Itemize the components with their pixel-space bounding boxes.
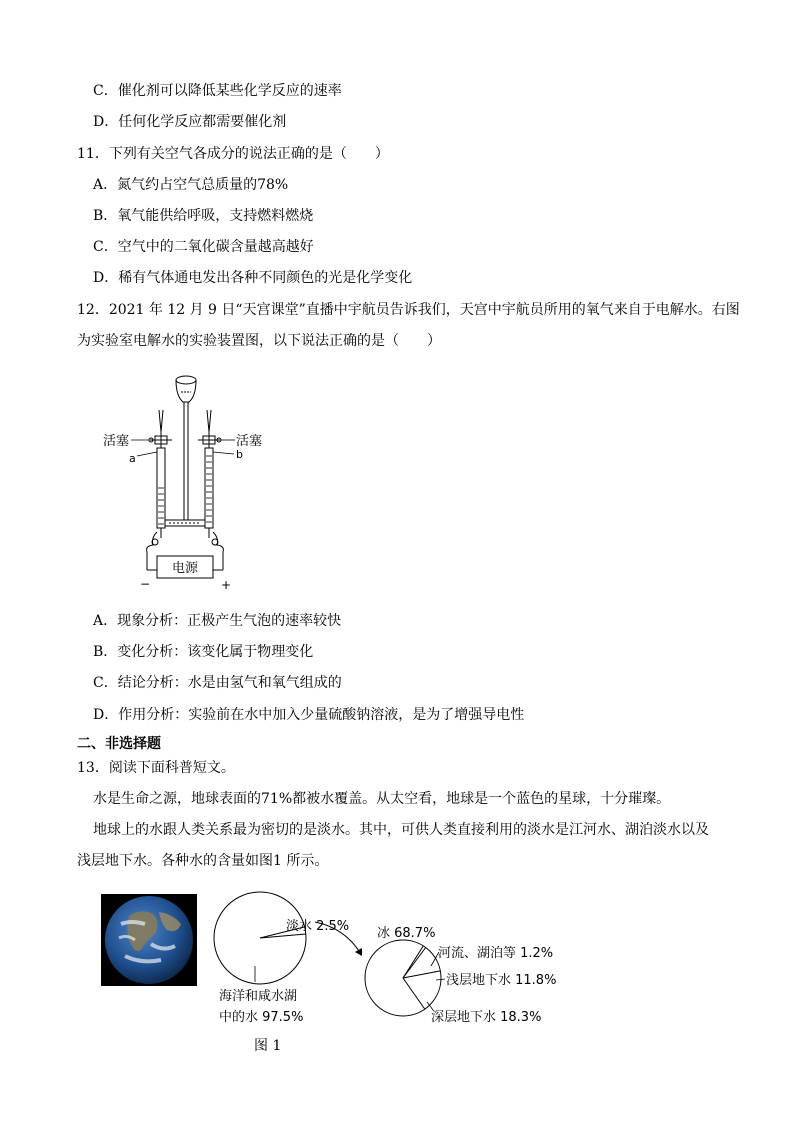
pie2-slice-boundary-3 (403, 971, 440, 978)
q12-option-a: A．现象分析：正极产生气泡的速率较快 (93, 613, 342, 629)
q12-option-b: B．变化分析：该变化属于物理变化 (93, 644, 314, 660)
pie2-label-river: 河流、湖泊等 1.2% (438, 946, 554, 961)
pie-total-water (214, 892, 306, 984)
earth-photo (101, 894, 197, 986)
right-valve-label: 活塞 (236, 434, 263, 449)
q12-stem-line1: 12．2021 年 12 月 9 日“天宫课堂”直播中宇航员告诉我们，天宫中宇航员所用的氧气来自于电解水。右图 (77, 302, 740, 318)
q11-option-a: A．氮气约占空气总质量的78% (93, 177, 289, 193)
q10-option-d: D．任何化学反应都需要催化剂 (93, 114, 287, 130)
plus-terminal-label: + (220, 578, 232, 592)
tube-a-label: a (129, 452, 136, 465)
minus-terminal-label: − (139, 577, 151, 591)
water-distribution-pie-charts (205, 880, 565, 1030)
q11-option-d: D．稀有气体通电发出各种不同颜色的光是化学变化 (93, 270, 413, 286)
q11-option-c: C．空气中的二氧化碳含量越高越好 (93, 239, 314, 255)
q12-option-d: D．作用分析：实验前在水中加入少量硫酸钠溶液，是为了增强导电性 (93, 707, 525, 723)
q13-paragraph-1: 水是生命之源，地球表面的71%都被水覆盖。从太空看，地球是一个蓝色的星球，十分璀璨。 (93, 791, 671, 807)
pie1-label-ocean-line2: 中的水 97.5% (219, 1010, 304, 1025)
connecting-tube (165, 520, 205, 526)
pie1-label-fresh: 淡水 2.5% (286, 919, 350, 934)
figure-1-caption: 图 1 (254, 1038, 282, 1054)
power-label: 电源 (171, 561, 199, 576)
section-heading-non-choice: 二、非选择题 (77, 736, 161, 752)
q12-stem-line2: 为实验室电解水的实验装置图，以下说法正确的是（ ） (77, 333, 441, 349)
q13-stem: 13．阅读下面科普短文。 (77, 760, 235, 776)
pie-fresh-water (365, 940, 441, 1016)
q10-option-c: C．催化剂可以降低某些化学反应的速率 (93, 83, 342, 99)
left-tube (157, 410, 165, 528)
pie2-slice-boundary-0 (403, 978, 425, 1009)
pie2-label-shallow: 浅层地下水 11.8% (446, 973, 557, 988)
q13-paragraph-2-line2: 浅层地下水。各种水的含量如图1 所示。 (77, 853, 329, 869)
left-valve-label: 活塞 (103, 434, 130, 449)
q11-stem: 11．下列有关空气各成分的说法正确的是（ ） (77, 146, 389, 162)
tube-b-label: b (236, 448, 243, 461)
q13-paragraph-2-line1: 地球上的水跟人类关系最为密切的是淡水。其中，可供人类直接利用的淡水是江河水、湖泊淡水以及 (93, 822, 709, 838)
right-tube (205, 410, 213, 528)
q11-option-b: B．氧气能供给呼吸，支持燃料燃烧 (93, 208, 314, 224)
q12-option-c: C．结论分析：水是由氢气和氧气组成的 (93, 675, 342, 691)
electrolysis-apparatus-figure (95, 370, 285, 595)
pie2-label-ice: 冰 68.7% (377, 926, 436, 941)
arrow-head-icon (355, 948, 362, 956)
funnel-icon (176, 376, 196, 520)
pie2-label-deep: 深层地下水 18.3% (431, 1010, 542, 1025)
pie2-slice-boundary-2 (403, 948, 426, 978)
pie1-label-ocean-line1: 海洋和咸水湖 (219, 989, 298, 1004)
